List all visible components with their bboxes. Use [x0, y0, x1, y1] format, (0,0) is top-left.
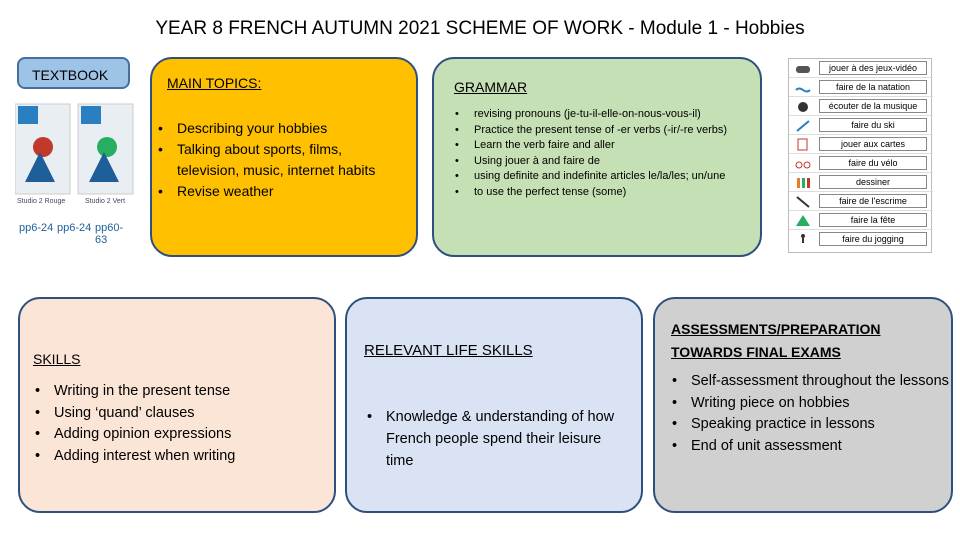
vocab-label: jouer à des jeux-vidéo: [819, 61, 927, 75]
main-topics-box: [150, 57, 418, 257]
list-item: • using definite and indefinite articles le/la/les; un/une: [452, 169, 752, 185]
list-item: • Revise weather: [155, 181, 405, 202]
list-item: • Writing in the present tense: [32, 381, 322, 403]
vocab-label: faire du ski: [819, 118, 927, 132]
pages-2: pp6-24: [57, 222, 92, 234]
vocab-row: [789, 211, 933, 230]
skills-list: [32, 381, 322, 467]
list-item: • Knowledge & understanding of how French people spend their leisure time: [364, 406, 624, 472]
skills-box: [18, 297, 336, 513]
vocab-row: [789, 59, 933, 78]
fencing-icon: [795, 195, 811, 208]
vocab-row: [789, 173, 933, 192]
party-icon: [795, 214, 811, 227]
grammar-list: [452, 107, 752, 200]
grammar-box: [432, 57, 762, 257]
vocab-label: faire du jogging: [819, 232, 927, 246]
cover2-caption: Studio 2 Vert: [85, 198, 126, 205]
life-skills-heading: RELEVANT LIFE SKILLS: [364, 342, 533, 359]
assessments-list: [669, 371, 949, 457]
textbook-covers: [15, 102, 135, 246]
page-title: YEAR 8 FRENCH AUTUMN 2021 SCHEME OF WORK - Module 1 - Hobbies: [155, 18, 805, 39]
vocab-label: faire la fête: [819, 213, 927, 227]
vocab-row: [789, 154, 933, 173]
vocab-label: écouter de la musique: [819, 99, 927, 113]
cover1-caption: Studio 2 Rouge: [17, 198, 66, 205]
skills-heading: SKILLS: [33, 351, 81, 367]
grammar-heading: GRAMMAR: [454, 79, 528, 95]
assessments-heading: ASSESSMENTS/PREPARATION TOWARDS FINAL EXAMS: [671, 321, 881, 360]
life-skills-box: [345, 297, 643, 513]
assessments-box: [653, 297, 953, 513]
textbook-cover-images: [15, 102, 135, 242]
pages-1: pp6-24: [19, 222, 54, 234]
ski-icon: [795, 119, 811, 132]
list-item: • to use the perfect tense (some): [452, 185, 752, 201]
main-topics-heading: MAIN TOPICS:: [167, 75, 262, 91]
list-item: • Self-assessment throughout the lessons: [669, 371, 949, 393]
vocab-row: [789, 230, 933, 249]
music-icon: [795, 100, 811, 113]
list-item: • revising pronouns (je-tu-il-elle-on-nous-vous-il): [452, 107, 752, 123]
vocab-row: [789, 97, 933, 116]
swimming-icon: [795, 81, 811, 94]
list-item: • Practice the present tense of -er verbs (-ir/-re verbs): [452, 123, 752, 139]
life-skills-list: [364, 406, 624, 472]
vocab-label: faire du vélo: [819, 156, 927, 170]
vocab-label: faire de l'escrime: [819, 194, 927, 208]
vocab-label: jouer aux cartes: [819, 137, 927, 151]
vocab-label: faire de la natation: [819, 80, 927, 94]
list-item: • Adding opinion expressions: [32, 424, 322, 446]
list-item: • Using ‘quand’ clauses: [32, 403, 322, 425]
main-topics-list: [155, 118, 405, 202]
list-item: • Writing piece on hobbies: [669, 393, 949, 415]
jogging-icon: [795, 233, 811, 246]
list-item: • Adding interest when writing: [32, 446, 322, 468]
list-item: • Speaking practice in lessons: [669, 414, 949, 436]
pencils-icon: [795, 176, 811, 189]
cards-icon: [795, 138, 811, 151]
vocab-row: [789, 192, 933, 211]
list-item: • Talking about sports, films, television, music, internet habits: [155, 139, 405, 181]
list-item: • Learn the verb faire and aller: [452, 138, 752, 154]
pages-3: pp60-63: [95, 222, 124, 246]
hobbies-vocabulary-picture: [788, 58, 932, 253]
game-controller-icon: [795, 62, 811, 75]
vocab-label: dessiner: [819, 175, 927, 189]
list-item: • Using jouer à and faire de: [452, 154, 752, 170]
list-item: • Describing your hobbies: [155, 118, 405, 139]
vocab-row: [789, 135, 933, 154]
list-item: • End of unit assessment: [669, 436, 949, 458]
textbook-label: TEXTBOOK: [32, 67, 109, 83]
textbook-label-box: [17, 57, 130, 89]
vocab-row: [789, 116, 933, 135]
vocab-row: [789, 78, 933, 97]
bicycle-icon: [795, 157, 811, 170]
